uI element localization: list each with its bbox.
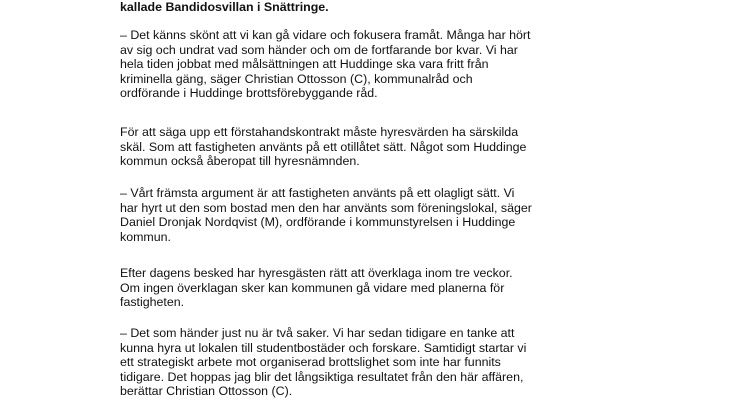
paragraph-line: ordförande i Huddinge brottsförebyggande råd. xyxy=(120,86,378,100)
lead-text-fragment: kallade Bandidosvillan i Snättringe. xyxy=(120,0,329,14)
paragraph-line: berättar Christian Ottosson (C). xyxy=(120,384,293,398)
paragraph-line: ett strategiskt arbete mot organiserad brottslighet som inte har funnits xyxy=(120,355,501,369)
paragraph-line: kunna hyra ut lokalen till studentbostäder och forskare. Samtidigt startar vi xyxy=(120,340,527,355)
paragraph-dronjak-quote xyxy=(120,186,590,244)
paragraph-line: – Det som händer just nu är två saker. Vi har sedan tidigare en tanke att xyxy=(120,326,515,340)
paragraph-line: Om ingen överklagan sker kan kommunen gå vidare med planerna för xyxy=(120,280,505,295)
paragraph-line: hela tiden jobbat med målsättningen att Huddinge ska vara fritt från xyxy=(120,57,489,71)
paragraph-line: fastigheten. xyxy=(120,295,185,309)
paragraph-line: har hyrt ut den som bostad men den har använts som föreningslokal, säger xyxy=(120,200,532,215)
paragraph-line: kriminella gäng, säger Christian Ottosson (C), kommunalråd och xyxy=(120,71,473,86)
paragraph-future-plans xyxy=(120,326,590,399)
paragraph-contract-termination xyxy=(120,125,590,169)
paragraph-line: kommun. xyxy=(120,229,171,244)
paragraph-line: Efter dagens besked har hyresgästen rätt att överklaga inom tre veckor. xyxy=(120,266,513,280)
paragraph-line: – Vårt främsta argument är att fastigheten använts på ett olagligt sätt. Vi xyxy=(120,186,515,200)
paragraph-line: – Det känns skönt att vi kan gå vidare och fokusera framåt. Många har hört xyxy=(120,28,531,42)
paragraph-ottosson-quote xyxy=(120,28,590,101)
paragraph-appeal-window xyxy=(120,266,590,310)
paragraph-line: För att säga upp ett förstahandskontrakt måste hyresvärden ha särskilda xyxy=(120,125,519,139)
paragraph-line: skäl. Som att fastigheten använts på ett otillåtet sätt. Något som Huddinge xyxy=(120,139,527,154)
paragraph-line: Daniel Dronjak Nordqvist (M), ordförande i kommunstyrelsen i Huddinge xyxy=(120,215,516,229)
paragraph-line: kommun också åberopat till hyresnämnden. xyxy=(120,154,360,168)
paragraph-line: tidigare. Det hoppas jag blir det långsiktiga resultatet från den här affären, xyxy=(120,369,524,384)
paragraph-line: av sig och undrat vad som händer och om de fortfarande bor kvar. Vi har xyxy=(120,42,518,57)
